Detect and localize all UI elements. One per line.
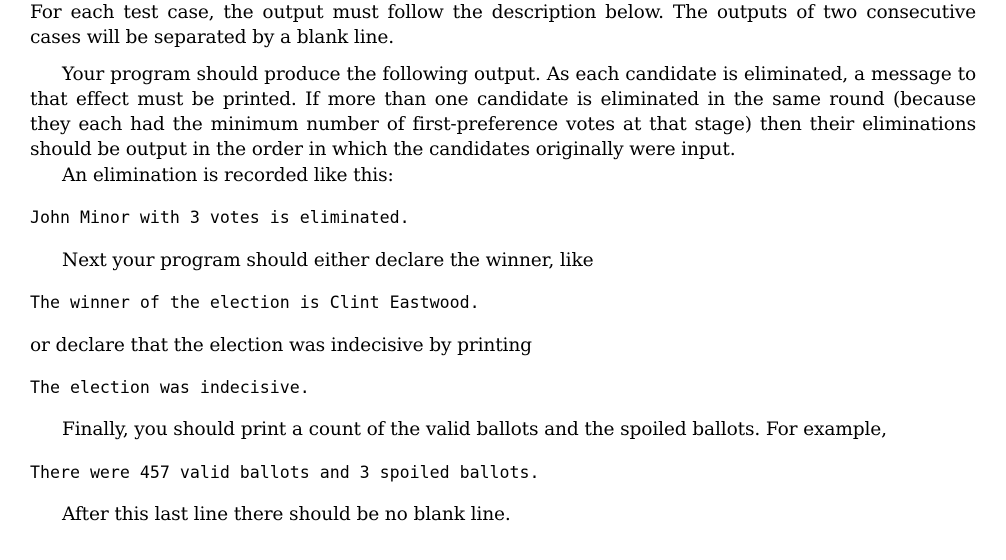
paragraph-output-description: Your program should produce the following output. As each candidate is eliminated, a message to that effect must be printed. If more than one candidate is eliminated in the same round (because they each had the minimum number of first-preference votes at that stage) then their eliminations should be output in the order in which the candidates originally were input.	[30, 64, 976, 160]
code-indecisive-example: The election was indecisive.	[30, 378, 310, 397]
paragraph-output-format: For each test case, the output must follow the description below. The outputs of two consecutive cases will be separated by a blank line.	[30, 2, 976, 48]
code-elimination-example: John Minor with 3 votes is eliminated.	[30, 208, 410, 227]
code-ballot-count-example: There were 457 valid ballots and 3 spoiled ballots.	[30, 463, 540, 482]
paragraph-elimination-intro: An elimination is recorded like this:	[62, 165, 394, 186]
paragraph-winner-intro: Next your program should either declare the winner, like	[62, 250, 594, 271]
code-winner-example: The winner of the election is Clint Eastwood.	[30, 293, 480, 312]
paragraph-indecisive-intro: or declare that the election was indecisive by printing	[30, 335, 532, 356]
paragraph-ballot-count-intro: Finally, you should print a count of the valid ballots and the spoiled ballots. For example,	[62, 419, 887, 440]
paragraph-final-note: After this last line there should be no blank line.	[62, 504, 511, 525]
